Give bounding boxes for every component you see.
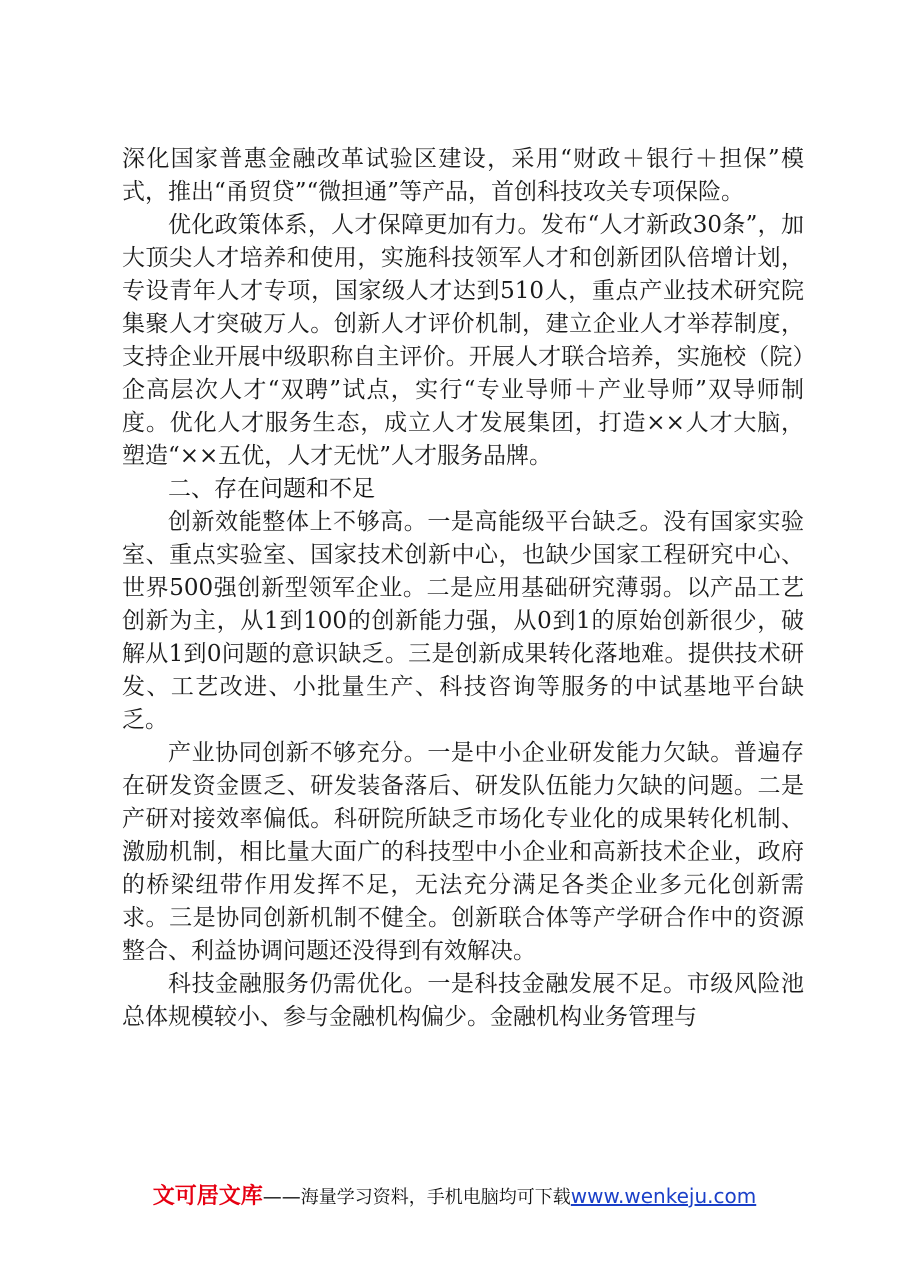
paragraph-talent-policy: 优化政策体系，人才保障更加有力。发布“人才新政30条”，加大顶尖人才培养和使用，实施科技领军人才和创新团队倍增计划，专设青年人才专项，国家级人才达到510人，重点产业技术研究院集聚人才突破万人。创新人才评价机制，建立企业人才举荐制度，支持企业开展中级职称自主评价。开展人才联合培养，实施校（院）企高层次人才“双聘”试点，实行“专业导师＋产业导师”双导师制度。优化人才服务生态，成立人才发展集团，打造××人才大脑，塑造“××五优，人才无忧”人才服务品牌。	[122, 212, 804, 469]
paragraph-industry-collaboration: 产业协同创新不够充分。一是中小企业研发能力欠缺。普遍存在研发资金匮乏、研发装备落后、研发队伍能力欠缺的问题。二是产研对接效率偏低。科研院所缺乏市场化专业化的成果转化机制、激励机制，相比量大面广的科技型中小企业和高新技术企业，政府的桥梁纽带作用发挥不足，无法充分满足各类企业多元化创新需求。三是协同创新机制不健全。创新联合体等产学研合作中的资源整合、利益协调问题还没得到有效解决。	[122, 740, 804, 964]
paragraph-tech-finance: 科技金融服务仍需优化。一是科技金融发展不足。市级风险池总体规模较小、参与金融机构偏少。金融机构业务管理与	[122, 971, 804, 1030]
footer-slogan: 海量学习资料，手机电脑均可下载	[300, 1187, 571, 1208]
footer-banner	[0, 1181, 909, 1213]
footer-brand: 文可居文库	[152, 1184, 263, 1209]
footer-link[interactable]: www.wenkeju.com	[570, 1184, 757, 1208]
section-heading: 二、存在问题和不足	[168, 476, 375, 502]
footer-dash: ——	[262, 1186, 301, 1208]
paragraph-innovation-efficiency: 创新效能整体上不够高。一是高能级平台缺乏。没有国家实验室、重点实验室、国家技术创新中心，也缺少国家工程研究中心、世界500强创新型领军企业。二是应用基础研究薄弱。以产品工艺创新为主，从1到100的创新能力强，从0到1的原始创新很少，破解从1到0问题的意识缺乏。三是创新成果转化落地难。提供技术研发、工艺改进、小批量生产、科技咨询等服务的中试基地平台缺乏。	[122, 509, 804, 733]
document-body	[122, 143, 804, 1034]
paragraph-continued: 深化国家普惠金融改革试验区建设，采用“财政＋银行＋担保”模式，推出“甬贸贷”“微担通”等产品，首创科技攻关专项保险。	[122, 146, 804, 205]
